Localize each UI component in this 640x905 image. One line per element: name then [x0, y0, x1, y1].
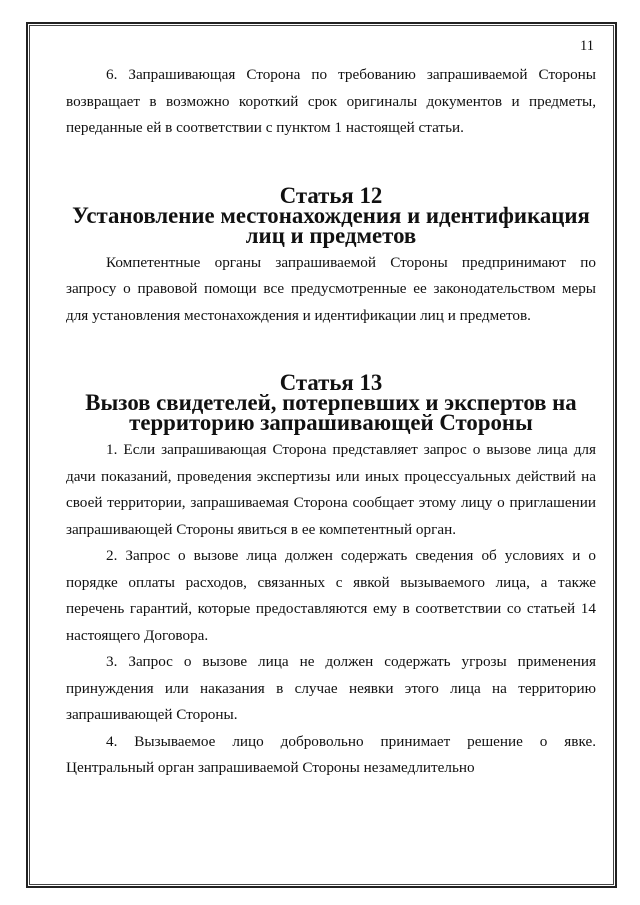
page-number: 11 [580, 38, 594, 54]
paragraph: 2. Запрос о вызове лица должен содержать сведения об условиях и о порядке оплаты расходов, связанных с явкой вызываемого лица, а также перечень гарантий, которые предоставляются ему в соответствии со статьей 14 настоящего Договора. [66, 547, 596, 644]
paragraph: 6. Запрашивающая Сторона по требованию запрашиваемой Стороны возвращает в возможно короткий срок оригиналы документов и предметы, переданные ей в соответствии с пунктом 1 настоящей статьи. [66, 66, 596, 136]
article-12-heading [66, 182, 596, 248]
article-title: Установление местонахождения и идентификация лиц и предметов [72, 202, 590, 248]
paragraph: 3. Запрос о вызове лица не должен содержать угрозы применения принуждения или наказания в случае неявки этого лица на территорию запрашивающей Стороны. [66, 653, 596, 723]
document-body [66, 62, 596, 782]
article-13-heading [66, 370, 596, 435]
paragraph: 4. Вызываемое лицо добровольно принимает решение о явке. Центральный орган запрашиваемой Стороны незамедлительно [66, 732, 596, 776]
paragraph: 1. Если запрашивающая Сторона представляет запрос о вызове лица для дачи показаний, проведения экспертизы или иных процессуальных действий на своей территории, запрашиваемая Сторона сообщает этому лицу о приглашении запрашивающей Стороны явиться в ее компетентный орган. [66, 441, 596, 538]
article-number: Статья 13 [279, 370, 383, 395]
spacer [66, 329, 596, 373]
article-title: Вызов свидетелей, потерпевших и экспертов на территорию запрашивающей Стороны [85, 390, 577, 435]
paragraph: Компетентные органы запрашиваемой Стороны предпринимают по запросу о правовой помощи все предусмотренные ее законодательством меры для установления местонахождения и идентификации лиц и предметов. [66, 253, 596, 324]
spacer [66, 142, 596, 186]
article-number: Статья 12 [279, 182, 383, 208]
